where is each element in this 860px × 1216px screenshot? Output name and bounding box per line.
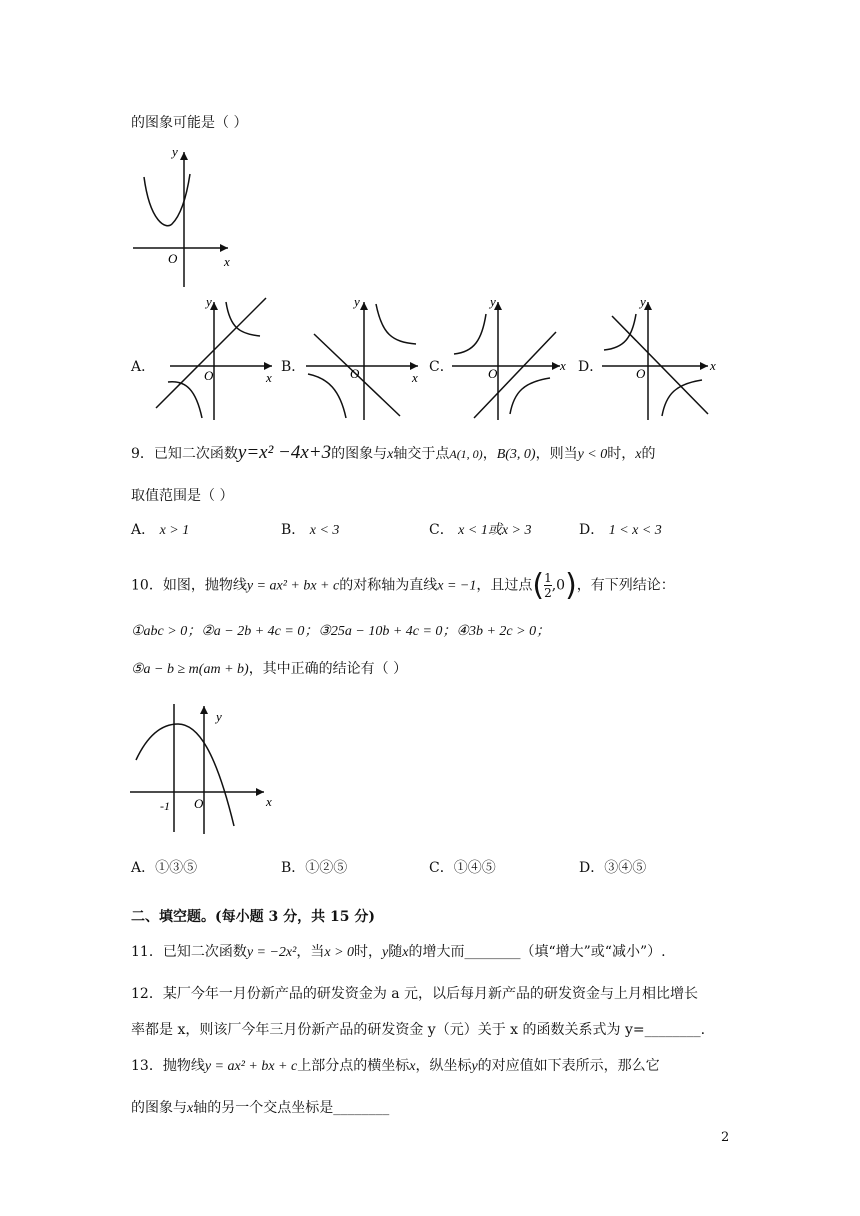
- x-axis-label: x: [224, 254, 230, 269]
- q9-option-a: A． x > 1: [131, 522, 190, 538]
- origin-label: O: [168, 251, 178, 266]
- q8-stem-tail: 的图象可能是（ ）: [131, 115, 248, 131]
- q8-option-a-label: A．: [131, 359, 156, 375]
- q13-line2: 的图象与x轴的另一个交点坐标是________: [131, 1100, 390, 1116]
- q9-function: y=x² −4x+3: [237, 442, 332, 463]
- q12-line2: 率都是 x，则该厂今年三月份新产品的研发资金 y（元）关于 x 的函数关系式为 y=________.: [131, 1022, 706, 1038]
- q11-text: 11．已知二次函数y = −2x²，当x > 0时，y随x的增大而________（填“增大”或“减小”）.: [131, 944, 666, 960]
- q8-option-c-label: C．: [429, 359, 454, 375]
- x-arrow-icon: [220, 244, 228, 252]
- page-number: 2: [721, 1130, 730, 1145]
- parabola-curve: [144, 174, 190, 226]
- section-title: 二、填空题。(每小题 3 分，共 15 分): [131, 909, 375, 925]
- q10-graph: [126, 700, 286, 840]
- q10-line3: ⑤a − b ≥ m(am + b)，其中正确的结论有（ ）: [131, 661, 408, 677]
- q8-option-b-label: B．: [281, 359, 306, 375]
- q8-option-d-graph: [598, 294, 728, 424]
- line-graph: [156, 298, 266, 408]
- svg-text:O: O: [194, 796, 204, 811]
- svg-text:-1: -1: [160, 799, 170, 813]
- q9-line1: 9．已知二次函数y=x² −4x+3的图象与x轴交于点A(1, 0)，B(3, 0)，则当y < 0时，x的: [131, 442, 656, 463]
- q10-statements: ①abc > 0；②a − 2b + 4c = 0；③25a − 10b + 4c = 0；④3b + 2c > 0；: [131, 624, 551, 639]
- q9-option-c: C． x < 1或x > 3: [429, 522, 532, 538]
- svg-text:y: y: [490, 294, 496, 309]
- svg-text:O: O: [488, 366, 498, 381]
- q8-given-graph: [128, 142, 238, 292]
- svg-text:x: x: [266, 794, 272, 809]
- svg-text:y: y: [216, 709, 222, 724]
- q9-line2: 取值范围是（ ）: [131, 488, 234, 504]
- q8-option-d-label: D．: [578, 359, 604, 375]
- y-arrow-icon: [180, 152, 188, 160]
- svg-text:x: x: [266, 370, 272, 385]
- svg-text:y: y: [354, 294, 360, 309]
- svg-text:O: O: [204, 368, 214, 383]
- q10-option-a: A．①③⑤: [131, 860, 198, 876]
- q8-option-a-graph: [150, 294, 280, 424]
- svg-text:y: y: [206, 294, 212, 309]
- q12-line1: 12．某厂今年一月份新产品的研发资金为 a 元，以后每月新产品的研发资金与上月相比增长: [131, 986, 699, 1002]
- svg-text:O: O: [636, 366, 646, 381]
- svg-text:x: x: [412, 370, 418, 385]
- parabola-curve: [136, 724, 234, 826]
- svg-text:x: x: [560, 358, 566, 373]
- q8-option-b-graph: [300, 294, 430, 424]
- q9-option-b: B． x < 3: [281, 522, 340, 538]
- q10-line1: 10．如图，抛物线y = ax² + bx + c的对称轴为直线x = −1，且过点( $\frac{1}{2}$ ,0)，有下列结论：: [131, 568, 675, 603]
- svg-text:O: O: [350, 366, 360, 381]
- q13-line1: 13．抛物线y = ax² + bx + c上部分点的横坐标x，纵坐标y的对应值如下表所示，那么它: [131, 1058, 660, 1074]
- y-axis-label: y: [172, 144, 178, 159]
- q10-option-b: B．①②⑤: [281, 860, 348, 876]
- q10-option-c: C．①④⑤: [429, 860, 496, 876]
- q8-option-c-graph: [448, 294, 578, 424]
- svg-text:y: y: [640, 294, 646, 309]
- q9-option-d: D． 1 < x < 3: [579, 522, 662, 538]
- q10-option-d: D．③④⑤: [579, 860, 647, 876]
- svg-text:x: x: [710, 358, 716, 373]
